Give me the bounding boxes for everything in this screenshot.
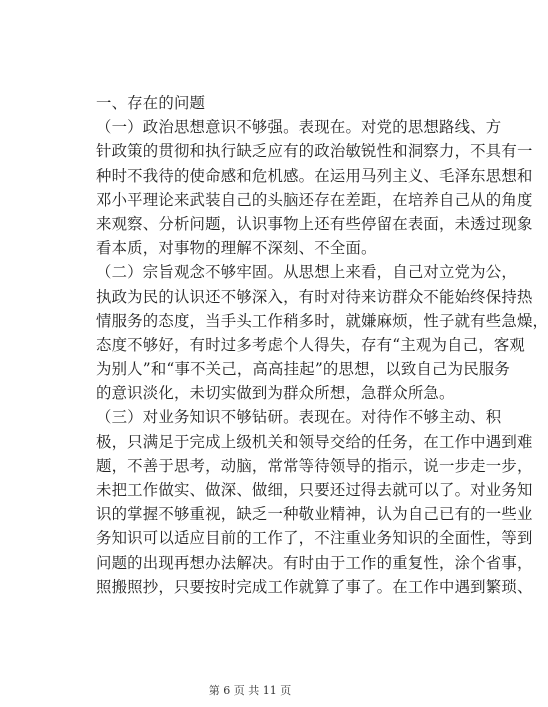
paragraph-line: 问题的出现再想办法解决。有时由于工作的重复性，涂个省事， xyxy=(96,553,533,572)
paragraph-line: 题，不善于思考，动脑，常常等待领导的指示，说一步走一步， xyxy=(96,456,533,475)
page-number-footer: 第 6 页 共 11 页 xyxy=(208,684,292,697)
paragraph-line: 种时不我待的使命感和危机感。在运用马列主义、毛泽东思想和 xyxy=(96,166,533,185)
paragraph-line: 来观察、分析问题，认识事物上还有些停留在表面，未透过现象 xyxy=(96,214,533,233)
paragraph-line: 极，只满足于完成上级机关和领导交给的任务，在工作中遇到难 xyxy=(96,432,533,451)
paragraph-line: 为别人”和“事不关己，高高挂起”的思想，以致自己为民服务 xyxy=(96,360,510,379)
paragraph-line: 针政策的贯彻和执行缺乏应有的政治敏锐性和洞察力，不具有一 xyxy=(96,142,533,161)
paragraph-line: 态度不够好，有时过多考虑个人得失，存有“主观为自己，客观 xyxy=(96,335,526,354)
document-body xyxy=(96,91,548,599)
paragraph-line: 照搬照抄，只要按时完成工作就算了事了。在工作中遇到繁琐、 xyxy=(96,577,533,596)
paragraph-line: 情服务的态度，当手头工作稍多时，就嫌麻烦，性子就有些急燥， xyxy=(96,311,548,330)
section-heading: 一、存在的问题 xyxy=(96,94,206,112)
paragraph-line: 未把工作做实、做深、做细，只要还过得去就可以了。对业务知 xyxy=(96,481,533,499)
paragraph-line: 的意识淡化，未切实做到为群众所想，急群众所急。 xyxy=(96,384,455,403)
paragraph-line: 看本质，对事物的理解不深刻、不全面。 xyxy=(96,239,377,258)
paragraph-line: 执政为民的认识还不够深入，有时对待来访群众不能始终保持热 xyxy=(96,287,533,306)
paragraph-line: （二）宗旨观念不够牢固。从思想上来看，自己对立党为公， xyxy=(96,263,517,282)
paragraph-line: 识的掌握不够重视，缺乏一种敬业精神，认为自己已有的一些业 xyxy=(96,505,533,524)
paragraph-line: 邓小平理论来武装自己的头脑还存在差距，在培养自己从的角度 xyxy=(96,190,533,209)
paragraph-line: 务知识可以适应目前的工作了，不注重业务知识的全面性，等到 xyxy=(96,529,533,548)
paragraph-line: （三）对业务知识不够钻研。表现在。对待作不够主动、积 xyxy=(96,408,502,427)
paragraph-line: （一）政治思想意识不够强。表现在。对党的思想路线、方 xyxy=(96,118,502,137)
